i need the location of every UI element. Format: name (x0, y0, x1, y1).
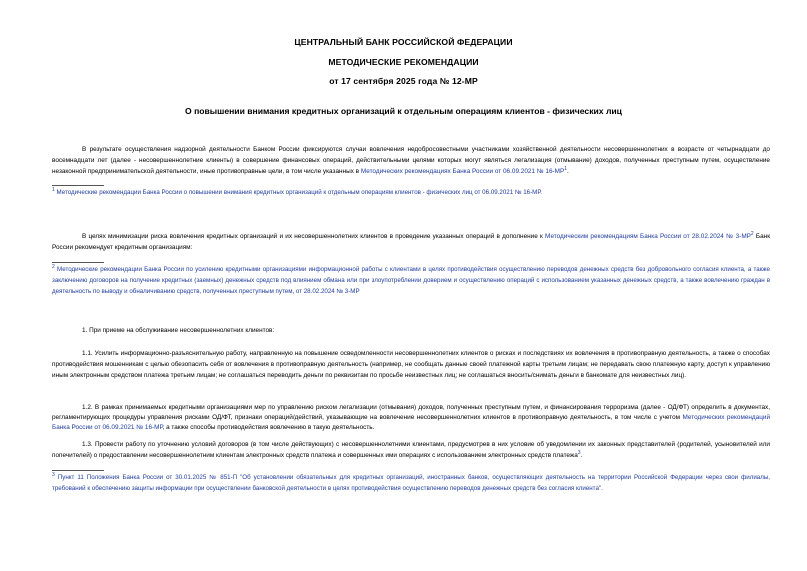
footnote-1 (52, 188, 770, 199)
footnote-3-marker: 3 (52, 471, 55, 478)
footnote-2 (52, 265, 770, 297)
footnote-1-marker: 1 (52, 186, 55, 193)
paragraph-2-link-3mr[interactable]: Методическим рекомендациям Банка России от 28.02.2024 № 3-МР (545, 233, 751, 240)
footnote-divider-3 (52, 470, 104, 471)
footnote-ref-3[interactable]: 3 (577, 449, 581, 456)
intro-end: . (567, 167, 569, 175)
footnote-2-marker: 2 (52, 263, 55, 270)
document-title: О повышении внимания кредитных организаций к отдельным операциям клиентов - физических лиц (185, 106, 622, 116)
footnote-divider-1 (52, 185, 104, 186)
item-1-2-text: 1.2. В рамках принимаемых кредитными организациями мер по управлению риском легализации (отмывания) доходов, полученных преступным путем, и финансирования терроризма (далее - ОД/ФТ) определить в документах, регламентирующих процедуры управления рисками ОД/ФТ, признаки операций/действий, указывающие на вовлечение несовершеннолетних клиентов в противоправную деятельность, в том числе с учетом (52, 404, 770, 422)
issuer-heading: ЦЕНТРАЛЬНЫЙ БАНК РОССИЙСКОЙ ФЕДЕРАЦИИ (294, 37, 513, 47)
paragraph-2-end: Банк России рекомендует кредитным организациям: (52, 233, 770, 251)
paragraph-2-text: В целях минимизации риска вовлечения кредитных организаций и их несовершеннолетних клиентов в проведение указанных операций в дополнение к (82, 233, 543, 240)
footnote-ref-2[interactable]: 2 (750, 230, 754, 237)
item-1: 1. При приеме на обслуживание несовершеннолетних клиентов: (82, 327, 275, 334)
intro-text: В результате осуществления надзорной деятельности Банком России фиксируются случаи вовлечения недобросовестными участниками хозяйственной деятельности несовершеннолетних в возрасте от четырнадцати до восемнадцати лет (далее - несовершеннолетние клиенты) в совершение финансовых операций, действительными целями которых могут являться легализация (отмывание) доходов, полученных преступным путем, осуществление незаконной предпринимательской деятельности, иные противоправные цели, в том числе указанных в (52, 146, 770, 175)
item-1-2 (52, 403, 770, 434)
intro-paragraph (52, 145, 770, 177)
document-type-heading: МЕТОДИЧЕСКИЕ РЕКОМЕНДАЦИИ (328, 57, 479, 67)
item-1-3-text: 1.3. Провести работу по уточнению условий договоров (в том числе действующих) с несовершеннолетними клиентами, предусмотрев в них условие об уведомлении их законных представителей (родителей, усыновителей или попечителей) о предоставлении несовершеннолетним клиентам электронных средств платежа и совершенных ими операциях с использованием электронных средств платежа (52, 441, 770, 459)
document-date-number: от 17 сентября 2025 года № 12-МР (329, 76, 478, 86)
item-1-3 (52, 440, 770, 462)
item-1-1: 1.1. Усилить информационно-разъяснительную работу, направленную на повышение осведомленности несовершеннолетних клиентов о рисках и последствиях их вовлечения в противоправную деятельность, а также о способах противодействия мошенникам с целью обезопасить себя от вовлечения в противоправную деятельность (например, не сообщать данные своей платежной карты третьим лицам; не передавать свою платежную карту, доступ к управлению иным электронным средством платежа третьим лицам; не соглашаться переводить деньги по реквизитам по просьбе неизвестных лиц; не соглашаться вносить/снимать деньги в банкомате для неизвестных лиц). (52, 350, 770, 379)
footnote-1-link[interactable]: Методические рекомендации Банка России о повышении внимания кредитных организаций к отдельным операциям клиентов - физических лиц от 06.09.2021 № 16-МР. (56, 189, 542, 196)
footnote-2-link[interactable]: Методические рекомендации Банка России по усилению кредитными организациями информационной работы с клиентами в целях противодействия осуществлению переводов денежных средств без добровольного согласия клиента, а также заключению договоров на получение кредитных (заемных) денежных средств под влиянием обмана или при злоупотреблении доверием и осуществлению операций с использованием указанных денежных средств, а также вовлечению граждан в деятельность по выводу и обналичиванию средств, полученных преступным путем, от 28.02.2024 № 3-МР (52, 266, 770, 295)
footnote-divider-2 (52, 262, 104, 263)
footnote-ref-1[interactable]: 1 (564, 165, 567, 172)
footnote-3 (52, 473, 770, 495)
paragraph-2 (52, 232, 770, 254)
item-1-2-link-16mr[interactable]: Методических рекомендаций Банка России от 06.09.2021 № 16-МР (52, 414, 771, 432)
footnote-3-link[interactable]: Пункт 11 Положения Банка России от 30.01.2025 № 851-П "Об установлении обязательных для кредитных организаций, иностранных банков, осуществляющих деятельность на территории Российской Федерации через свои филиалы, требований к обеспечению защиты информации при осуществлении банковской деятельности в целях противодействия осуществлению переводов денежных средств без согласия клиента". (52, 474, 770, 492)
item-1-2-end: , а также способы противодействия вовлечению в такую деятельность. (162, 424, 375, 432)
intro-link-16mr[interactable]: Методических рекомендациях Банка России от 06.09.2021 № 16-МР (360, 167, 565, 175)
item-1-3-end: . (580, 451, 583, 459)
